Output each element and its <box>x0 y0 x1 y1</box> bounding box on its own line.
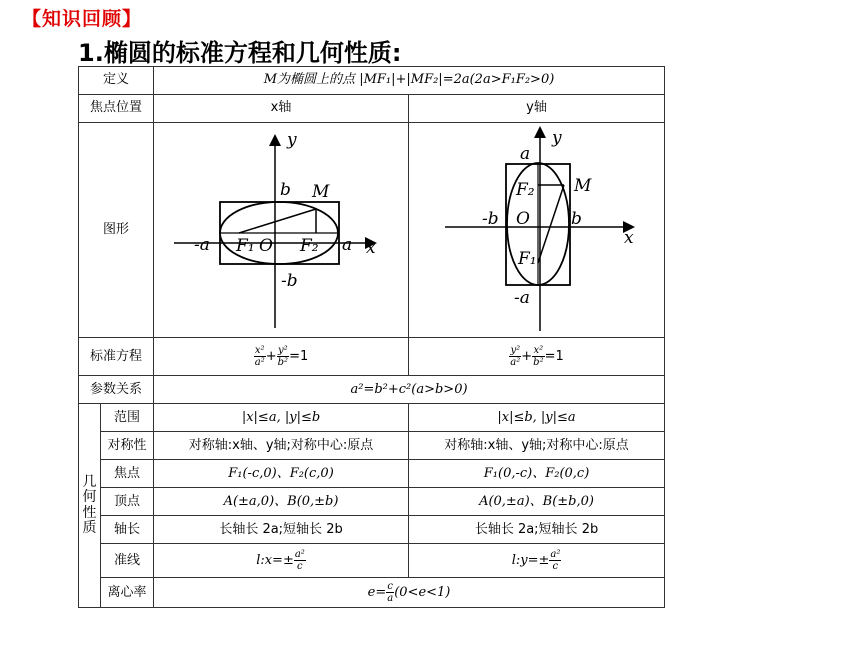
label-b: b <box>570 209 582 229</box>
directrix-x-case: l:x=± $\frac{\text{a²}}{c}$ <box>154 544 409 578</box>
row-vertices <box>79 488 665 516</box>
label-a: a <box>342 235 353 255</box>
label-neg-a: -a <box>513 288 530 308</box>
label-M: M <box>312 182 330 202</box>
focus-x-case: x轴 <box>154 95 409 123</box>
label-axis-y: y <box>551 128 562 148</box>
equation-x-case: $\frac{\text{x²}}{\text{a²}}$ + $\frac{\text{y²}}{\text{b²}}$ =1 <box>154 338 409 376</box>
ellipse-x-focus-diagram <box>154 123 408 333</box>
figure-y-cell <box>409 123 665 338</box>
axis-length-x-case: 长轴长 2a;短轴长 2b <box>154 516 409 544</box>
symmetry-y-case: 对称轴:x轴、y轴;对称中心:原点 <box>409 432 665 460</box>
parameter-relation-text: a²=b²+c²(a>b>0) <box>154 376 665 404</box>
label-neg-b: -b <box>281 271 298 291</box>
foci-y-case: F₁(0,-c)、F₂(0,c) <box>409 460 665 488</box>
foci-x-case: F₁(-c,0)、F₂(c,0) <box>154 460 409 488</box>
label-F2: F₂ <box>300 236 319 256</box>
row-figure <box>79 123 665 338</box>
segment-mf1 <box>538 185 564 263</box>
label-directrix: 准线 <box>101 544 154 578</box>
label-axis-y: y <box>287 130 297 150</box>
label-focus-position: 焦点位置 <box>79 95 154 123</box>
definition-text: M为椭圆上的点 |MF₁|+|MF₂|=2a(2a>F₁F₂>0) <box>154 67 665 95</box>
focus-y-case: y轴 <box>409 95 665 123</box>
label-foci: 焦点 <box>101 460 154 488</box>
row-axis-length <box>79 516 665 544</box>
figure-x-cell <box>154 123 409 338</box>
segment-mf1 <box>239 209 316 233</box>
label-a: a <box>519 144 530 164</box>
label-axis-x: x <box>623 228 634 248</box>
label-F1: F₁ <box>517 249 537 269</box>
range-x-case: |x|≤a, |y|≤b <box>154 404 409 432</box>
label-figure: 图形 <box>79 123 154 338</box>
row-range <box>79 404 665 432</box>
label-F1: F₁ <box>236 236 255 256</box>
label-axis-length: 轴长 <box>101 516 154 544</box>
row-definition <box>79 67 665 95</box>
symmetry-x-case: 对称轴:x轴、y轴;对称中心:原点 <box>154 432 409 460</box>
label-symmetry: 对称性 <box>101 432 154 460</box>
row-parameter-relation <box>79 376 665 404</box>
row-focus-position <box>79 95 665 123</box>
axis-length-y-case: 长轴长 2a;短轴长 2b <box>409 516 665 544</box>
label-F2: F₂ <box>515 180 535 200</box>
vertices-y-case: A(0,±a)、B(±b,0) <box>409 488 665 516</box>
row-eccentricity <box>79 578 665 608</box>
label-M: M <box>573 176 591 196</box>
label-neg-a: -a <box>194 235 210 255</box>
vertices-x-case: A(±a,0)、B(0,±b) <box>154 488 409 516</box>
label-parameter-relation: 参数关系 <box>79 376 154 404</box>
ellipse-properties-table <box>78 66 665 608</box>
label-O: O <box>515 209 530 229</box>
row-symmetry <box>79 432 665 460</box>
row-standard-equation <box>79 338 665 376</box>
equation-y-case: $\frac{\text{y²}}{\text{a²}}$ + $\frac{\text{x²}}{\text{b²}}$ =1 <box>409 338 665 376</box>
label-range: 范围 <box>101 404 154 432</box>
label-geometric-properties: 几 何 性 质 <box>79 404 101 608</box>
label-O: O <box>259 236 273 256</box>
label-axis-x: x <box>366 238 376 258</box>
eccentricity-text: e= $\frac{c}{a}$ (0<e<1) <box>154 578 665 608</box>
directrix-y-case: l:y=± $\frac{\text{a²}}{c}$ <box>409 544 665 578</box>
label-neg-b: -b <box>481 209 499 229</box>
range-y-case: |x|≤b, |y|≤a <box>409 404 665 432</box>
page-title: 1.椭圆的标准方程和几何性质: <box>78 39 402 67</box>
section-tag: 【知识回顾】 <box>22 8 143 30</box>
label-eccentricity: 离心率 <box>101 578 154 608</box>
label-vertices: 顶点 <box>101 488 154 516</box>
row-directrix <box>79 544 665 578</box>
label-standard-equation: 标准方程 <box>79 338 154 376</box>
ellipse-y-focus-diagram <box>410 123 664 333</box>
row-foci <box>79 460 665 488</box>
label-definition: 定义 <box>79 67 154 95</box>
label-b: b <box>280 180 291 200</box>
